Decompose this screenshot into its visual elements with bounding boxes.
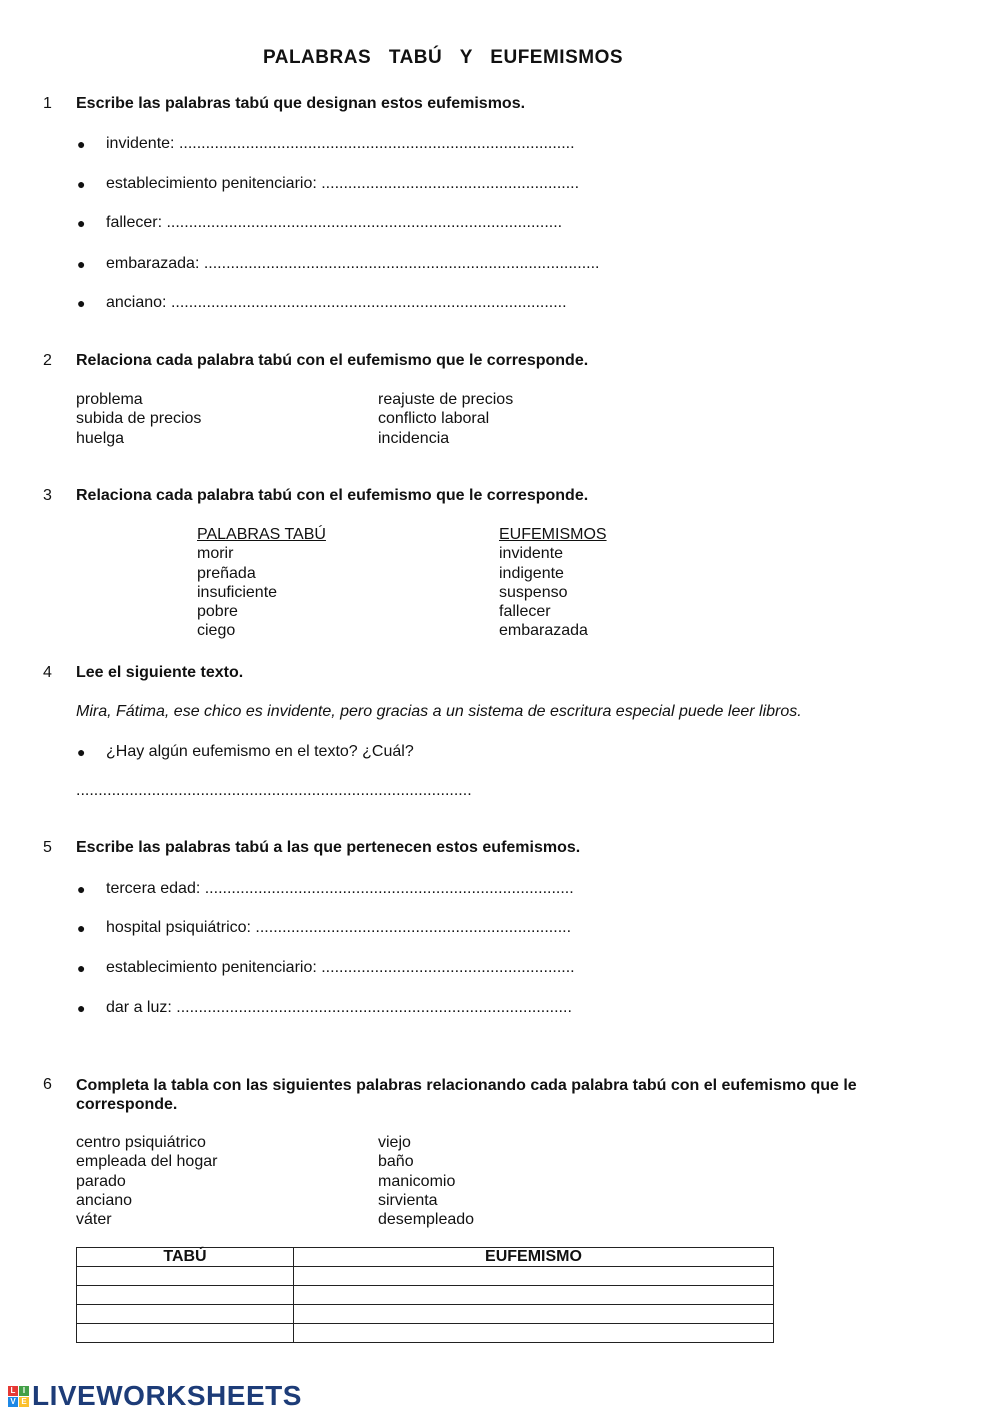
list-item: empleada del hogar xyxy=(76,1153,218,1171)
list-item: problema xyxy=(76,391,143,408)
q4-question: ¿Hay algún eufemismo en el texto? ¿Cuál? xyxy=(106,743,414,760)
bullet-icon: ● xyxy=(77,920,86,936)
list-item: incidencia xyxy=(378,429,450,447)
table-cell[interactable] xyxy=(293,1286,773,1305)
table-cell[interactable] xyxy=(77,1286,294,1305)
list-item: desempleado xyxy=(378,1211,475,1229)
page-title: PALABRAS TABÚ Y EUFEMISMOS xyxy=(262,47,624,68)
liveworksheets-logo xyxy=(8,1379,302,1413)
question-text-3: Relaciona cada palabra tabú con el eufemismo que le corresponde. xyxy=(76,487,589,504)
question-text-1: Escribe las palabras tabú que designan estos eufemismos. xyxy=(76,95,526,112)
list-item: reajuste de precios xyxy=(378,391,514,408)
q1-item[interactable]: embarazada: ......................................................................................... xyxy=(106,255,600,272)
list-item: conflicto laboral xyxy=(378,410,490,428)
q2-right-list xyxy=(378,390,513,448)
table-header-tabu: TABÚ xyxy=(77,1248,294,1267)
column-header-eufemismos: EUFEMISMOS xyxy=(499,526,607,543)
question-text-2: Relaciona cada palabra tabú con el eufemismo que le corresponde. xyxy=(76,352,589,369)
bullet-icon: ● xyxy=(77,960,86,976)
list-item: preñada xyxy=(197,564,256,582)
list-item: subida de precios xyxy=(76,410,202,428)
logo-square: L xyxy=(8,1386,18,1396)
table-cell[interactable] xyxy=(77,1267,294,1286)
q5-item[interactable]: establecimiento penitenciario: ......................................................... xyxy=(106,959,575,976)
question-number-5: 5 xyxy=(43,839,52,856)
bullet-icon: ● xyxy=(77,744,86,760)
bullet-icon: ● xyxy=(77,256,86,272)
question-text-5: Escribe las palabras tabú a las que pertenecen estos eufemismos. xyxy=(76,839,581,856)
list-item: sirvienta xyxy=(378,1191,438,1209)
q3-left-list xyxy=(197,525,326,641)
q3-right-list xyxy=(499,525,607,641)
logo-icon xyxy=(8,1386,29,1407)
q6-right-list xyxy=(378,1133,474,1229)
table-cell[interactable] xyxy=(293,1267,773,1286)
logo-square: E xyxy=(19,1397,29,1407)
question-number-6: 6 xyxy=(43,1076,52,1093)
logo-square: V xyxy=(8,1397,18,1407)
reading-passage: Mira, Fátima, ese chico es invidente, pero gracias a un sistema de escritura especial puede leer libros. xyxy=(76,703,802,720)
table-row xyxy=(77,1305,774,1324)
list-item: indigente xyxy=(499,564,564,582)
logo-text: LIVEWORKSHEETS xyxy=(32,1380,302,1411)
table-cell[interactable] xyxy=(293,1324,773,1343)
list-item: morir xyxy=(197,545,234,563)
table-row xyxy=(77,1267,774,1286)
table-cell[interactable] xyxy=(77,1324,294,1343)
list-item: fallecer xyxy=(499,603,551,621)
list-item: embarazada xyxy=(499,622,588,640)
bullet-icon: ● xyxy=(77,295,86,311)
question-text-4: Lee el siguiente texto. xyxy=(76,664,244,681)
list-item: manicomio xyxy=(378,1172,456,1190)
q2-left-list xyxy=(76,390,201,448)
answer-table xyxy=(76,1247,774,1343)
list-item: anciano xyxy=(76,1191,133,1209)
question-number-2: 2 xyxy=(43,352,52,369)
list-item: suspenso xyxy=(499,583,568,601)
list-item: parado xyxy=(76,1172,126,1190)
bullet-icon: ● xyxy=(77,881,86,897)
list-item: huelga xyxy=(76,429,125,447)
bullet-icon: ● xyxy=(77,215,86,231)
q5-item[interactable]: dar a luz: ......................................................................................... xyxy=(106,999,572,1016)
list-item: viejo xyxy=(378,1134,411,1151)
question-number-3: 3 xyxy=(43,487,52,504)
table-row xyxy=(77,1324,774,1343)
list-item: invidente xyxy=(499,545,564,563)
table-header-eufemismo: EUFEMISMO xyxy=(293,1248,773,1267)
question-number-4: 4 xyxy=(43,664,52,681)
q5-item[interactable]: hospital psiquiátrico: ....................................................................... xyxy=(106,919,572,936)
list-item: ciego xyxy=(197,622,236,640)
list-item: pobre xyxy=(197,603,238,621)
q1-item[interactable]: fallecer: ......................................................................................... xyxy=(106,214,563,231)
list-item: váter xyxy=(76,1211,112,1229)
table-cell[interactable] xyxy=(77,1305,294,1324)
bullet-icon: ● xyxy=(77,176,86,192)
q5-item[interactable]: tercera edad: ................................................................................... xyxy=(106,880,574,897)
question-number-1: 1 xyxy=(43,95,52,112)
table-row xyxy=(77,1286,774,1305)
answer-line[interactable]: ......................................................................................... xyxy=(76,782,472,799)
question-text-6: Completa la tabla con las siguientes palabras relacionando cada palabra tabú con el eufemismo que le corresponde. xyxy=(76,1077,857,1113)
q1-item[interactable]: establecimiento penitenciario: .......................................................... xyxy=(106,175,580,192)
table-cell[interactable] xyxy=(293,1305,773,1324)
q6-left-list xyxy=(76,1133,217,1229)
list-item: centro psiquiátrico xyxy=(76,1134,206,1151)
logo-square: I xyxy=(19,1386,29,1396)
column-header-tabu: PALABRAS TABÚ xyxy=(197,526,326,543)
list-item: baño xyxy=(378,1153,414,1171)
bullet-icon: ● xyxy=(77,1000,86,1016)
q1-item[interactable]: anciano: ......................................................................................... xyxy=(106,294,567,311)
q1-item[interactable]: invidente: ......................................................................................... xyxy=(106,135,575,152)
bullet-icon: ● xyxy=(77,136,86,152)
list-item: insuficiente xyxy=(197,583,278,601)
